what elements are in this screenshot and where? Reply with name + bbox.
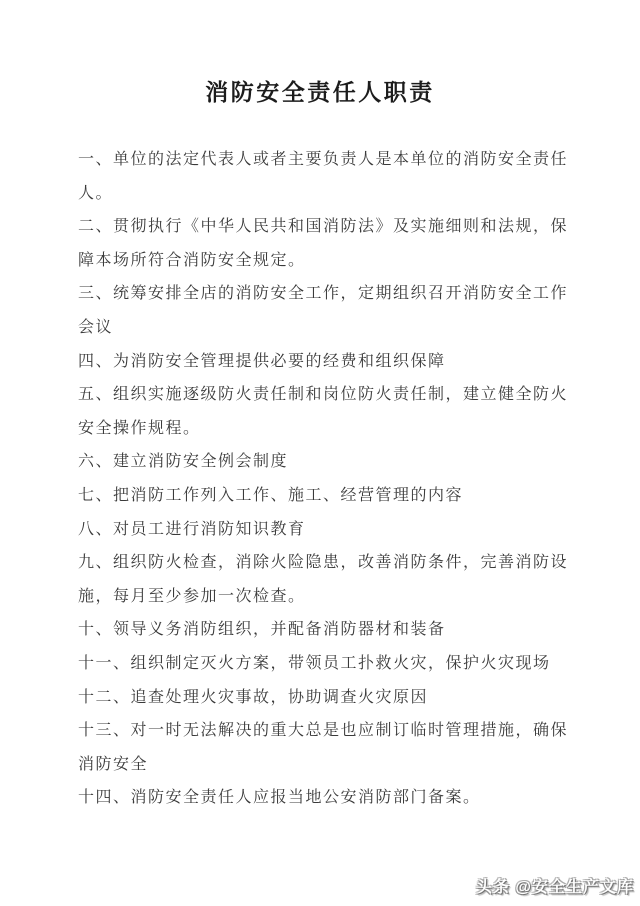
duty-item: 十一、组织制定灭火方案，带领员工扑救火灾，保护火灾现场 [78, 654, 551, 672]
duty-item: 十、领导义务消防组织，并配备消防器材和装备 [78, 621, 446, 639]
duty-item: 六、建立消防安全例会制度 [78, 453, 289, 471]
duty-item: 二、贯彻执行《中华人民共和国消防法》及实施细则和法规，保障本场所符合消防安全规定。 [78, 218, 569, 269]
duty-item: 五、组织实施逐级防火责任制和岗位防火责任制，建立健全防火安全操作规程。 [78, 386, 569, 437]
duty-item: 十二、追查处理火灾事故，协助调查火灾原因 [78, 688, 429, 706]
duty-item: 九、组织防火检查，消除火险隐患，改善消防条件，完善消防设施，每月至少参加一次检查。 [78, 554, 569, 605]
duty-item: 七、把消防工作列入工作、施工、经营管理的内容 [78, 486, 464, 504]
duty-item: 四、为消防安全管理提供必要的经费和组织保障 [78, 352, 446, 370]
duty-item: 十四、消防安全责任人应报当地公安消防部门备案。 [78, 789, 481, 807]
document-title: 消防安全责任人职责 [205, 79, 435, 105]
duty-item: 一、单位的法定代表人或者主要负责人是本单位的消防安全责任人。 [78, 151, 569, 202]
duty-item: 十三、对一时无法解决的重大总是也应制订临时管理措施，确保消防安全 [78, 722, 569, 773]
toutiao-watermark: 头条 @安全生产文库 [475, 879, 634, 896]
duty-list [78, 143, 568, 815]
duty-item: 三、统筹安排全店的消防安全工作，定期组织召开消防安全工作会议 [78, 285, 569, 336]
duty-item: 八、对员工进行消防知识教育 [78, 520, 306, 538]
